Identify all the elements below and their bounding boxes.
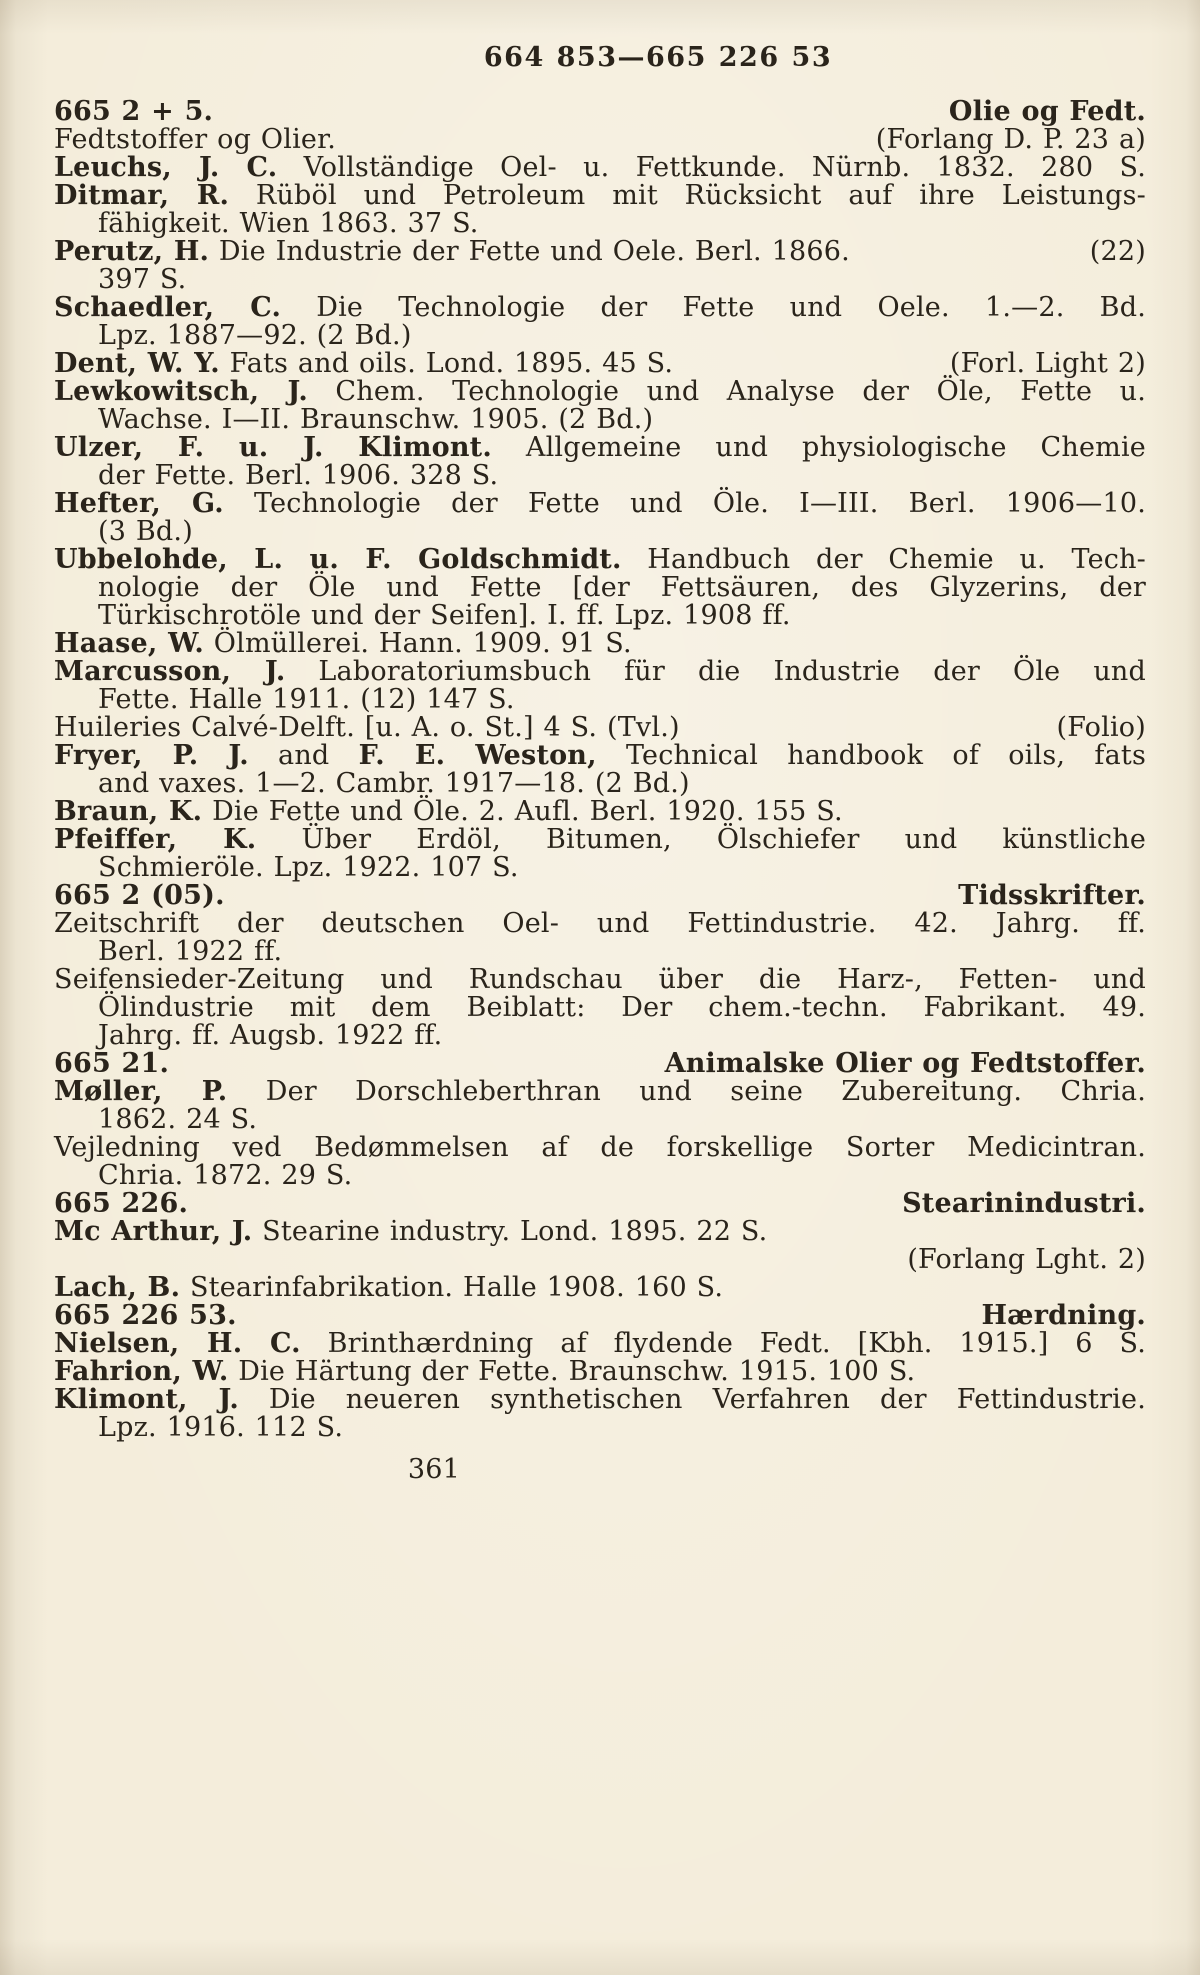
entry-text: [54, 656, 1146, 687]
author-or-code: Klimont, J.: [54, 1384, 239, 1415]
entry-line: [54, 490, 1146, 518]
entry-text-segment: Lpz. 1916. 112 S.: [98, 1412, 344, 1443]
entry-line: [54, 714, 1146, 742]
section-title: Tidsskrifter.: [958, 880, 1146, 911]
section-title: Stearinindustri.: [902, 1188, 1146, 1219]
author-or-code: F. E. Weston,: [358, 740, 597, 771]
entry-text: [98, 938, 282, 966]
entry-text: [54, 882, 225, 910]
entry-text: [54, 630, 632, 658]
author-or-code: Lach, B.: [54, 1272, 181, 1303]
entry-text-segment: Stearinfabrikation. Halle 1908. 160 S.: [180, 1272, 724, 1303]
entry-text-segment: Wachse. I—II. Braunschw. 1905. (2 Bd.): [98, 404, 654, 435]
entry-text: [98, 406, 653, 434]
page-number: 361: [407, 1454, 461, 1485]
section-title: Hærdning.: [981, 1300, 1146, 1331]
entry-text: [54, 376, 1146, 407]
entry-text: [54, 180, 1146, 211]
entry-line: [54, 1358, 1146, 1386]
entry-text-segment: Ölindustrie mit dem Beiblatt: Der chem.-techn. Fabrikant. 49.: [98, 992, 1146, 1023]
entry-text: [54, 1384, 1146, 1415]
entry-text: [54, 350, 673, 378]
author-or-code: Ulzer, F. u. J. Klimont.: [54, 432, 492, 463]
entry-line: [54, 1078, 1146, 1106]
entry-line: [54, 1386, 1146, 1414]
entry-line: [54, 1330, 1146, 1358]
entry-line: [54, 966, 1146, 994]
entry-text: [54, 152, 1146, 183]
entry-line: [54, 1218, 1146, 1246]
entry-text-segment: Türkischrotöle und der Seifen]. I. ff. Lpz. 1908 ff.: [98, 600, 791, 631]
section-title: Olie og Fedt.: [948, 96, 1146, 127]
right-aligned-note: (Forlang D. P. 23 a): [875, 124, 1146, 155]
author-or-code: Haase, W.: [54, 628, 204, 659]
author-or-code: Braun, K.: [54, 796, 203, 827]
entry-line: [54, 630, 1146, 658]
continuation-line: [54, 1162, 1146, 1190]
entry-text-segment: Zeitschrift der deutschen Oel- und Fettindustrie. 42. Jahrg. ff.: [54, 908, 1146, 939]
entry-text-segment: Fedtstoffer og Olier.: [54, 124, 337, 155]
continuation-line: [54, 462, 1146, 490]
entry-text: [98, 1414, 343, 1442]
entry-text-segment: Fette. Halle 1911. (12) 147 S.: [98, 684, 515, 715]
author-or-code: Pfeiffer, K.: [54, 824, 257, 855]
entry-text-segment: Chem. Technologie und Analyse der Öle, Fette u.: [307, 376, 1146, 407]
entry-line: [54, 826, 1146, 854]
author-or-code: Leuchs, J. C.: [54, 152, 278, 183]
entry-text: [54, 798, 843, 826]
continuation-line: [54, 574, 1146, 602]
section-heading-line: [54, 98, 1146, 126]
entry-text-segment: Die neueren synthetischen Verfahren der Fettindustrie.: [238, 1384, 1146, 1415]
entry-text: [98, 602, 791, 630]
entry-text-segment: Technologie der Fette und Öle. I—III. Berl. 1906—10.: [223, 488, 1146, 519]
entry-line: [54, 238, 1146, 266]
author-or-code: Nielsen, H. C.: [54, 1328, 301, 1359]
author-or-code: Lewkowitsch, J.: [54, 376, 308, 407]
entry-text: [98, 770, 690, 798]
continuation-line: [54, 1414, 1146, 1442]
entry-text-segment: Vejledning ved Bedømmelsen af de forskellige Sorter Medicintran.: [54, 1132, 1146, 1163]
continuation-line: [54, 518, 1146, 546]
entry-text: [54, 488, 1146, 519]
entry-text: [98, 1106, 257, 1134]
entry-text-segment: 1862. 24 S.: [98, 1104, 258, 1135]
entry-text-segment: Seifensieder-Zeitung und Rundschau über die Harz-, Fetten- und: [54, 964, 1146, 995]
entry-text: [54, 126, 336, 154]
author-or-code: 665 226.: [54, 1188, 189, 1219]
entry-text-segment: and vaxes. 1—2. Cambr. 1917—18. (2 Bd.): [98, 768, 690, 799]
section-heading-line: [54, 1050, 1146, 1078]
continuation-line: [54, 770, 1146, 798]
entry-line: [54, 182, 1146, 210]
section-heading-line: [54, 1302, 1146, 1330]
entry-text: [54, 714, 680, 742]
entry-text: [54, 740, 1146, 771]
author-or-code: Dent, W. Y.: [54, 348, 220, 379]
entry-text-segment: Die Technologie der Fette und Oele. 1.—2. Bd.: [281, 292, 1146, 323]
entry-text: [98, 210, 479, 238]
author-or-code: Ditmar, R.: [54, 180, 230, 211]
entry-line: [54, 742, 1146, 770]
entry-text: [98, 322, 412, 350]
continuation-line: [54, 1106, 1146, 1134]
entry-text: [54, 1050, 169, 1078]
entry-text: [98, 266, 186, 294]
continuation-line: [54, 210, 1146, 238]
entry-text: [98, 686, 515, 714]
continuation-line: [54, 602, 1146, 630]
continuation-line: [54, 1022, 1146, 1050]
entry-text: [54, 1358, 915, 1386]
entry-text: [98, 1022, 442, 1050]
entry-text-segment: Fats and oils. Lond. 1895. 45 S.: [219, 348, 674, 379]
entry-text: [54, 1190, 188, 1218]
entry-text: [54, 292, 1146, 323]
entry-text-segment: Schmieröle. Lpz. 1922. 107 S.: [98, 852, 519, 883]
entry-text: [54, 1302, 237, 1330]
entry-text: [98, 1162, 352, 1190]
author-or-code: Schaedler, C.: [54, 292, 282, 323]
entry-line: [54, 546, 1146, 574]
entry-text: [54, 544, 1146, 575]
entry-text: [54, 1076, 1146, 1107]
entry-text-segment: Die Fette und Öle. 2. Aufl. Berl. 1920. 155 S.: [202, 796, 843, 827]
page-header: [54, 44, 1146, 72]
entry-text-segment: Über Erdöl, Bitumen, Ölschiefer und künstliche: [256, 824, 1146, 855]
entry-text-segment: der Fette. Berl. 1906. 328 S.: [98, 460, 499, 491]
section-heading-line: [54, 882, 1146, 910]
author-or-code: Fahrion, W.: [54, 1356, 229, 1387]
continuation-line: [54, 938, 1146, 966]
continuation-line: [54, 266, 1146, 294]
right-aligned-note: (Forl. Light 2): [949, 348, 1146, 379]
entry-line: [54, 1134, 1146, 1162]
section-title: Animalske Olier og Fedtstoffer.: [664, 1048, 1146, 1079]
entry-line: [54, 910, 1146, 938]
author-or-code: 665 21.: [54, 1048, 170, 1079]
continuation-line: [54, 854, 1146, 882]
entry-text: [54, 964, 1146, 995]
continuation-line: [54, 994, 1146, 1022]
entry-line: [54, 434, 1146, 462]
entry-text-segment: Die Härtung der Fette. Braunschw. 1915. 100 S.: [228, 1356, 916, 1387]
entry-text-segment: 397 S.: [98, 264, 187, 295]
entry-line: [54, 1274, 1146, 1302]
right-aligned-note: (Folio): [1056, 712, 1146, 743]
entry-text-segment: Ölmüllerei. Hann. 1909. 91 S.: [204, 628, 632, 659]
entry-text-segment: nologie der Öle und Fette [der Fettsäuren, des Glyzerins, der: [98, 572, 1146, 603]
entry-line: [54, 1246, 1146, 1274]
entry-text-segment: fähigkeit. Wien 1863. 37 S.: [98, 208, 479, 239]
author-or-code: Ubbelohde, L. u. F. Goldschmidt.: [54, 544, 622, 575]
entry-text: [54, 1274, 723, 1302]
entry-text-segment: Jahrg. ff. Augsb. 1922 ff.: [98, 1020, 443, 1051]
entry-line: [54, 378, 1146, 406]
entry-text-segment: Technical handbook of oils, fats: [596, 740, 1146, 771]
entry-text-segment: Lpz. 1887—92. (2 Bd.): [98, 320, 412, 351]
entry-text-segment: Huileries Calvé-Delft. [u. A. o. St.] 4 S. (Tvl.): [54, 712, 680, 743]
section-heading-line: [54, 1190, 1146, 1218]
entry-text: [54, 238, 850, 266]
entry-line: [54, 154, 1146, 182]
entry-text: [54, 908, 1146, 939]
entry-text-segment: Laboratoriumsbuch für die Industrie der Öle und: [285, 656, 1146, 687]
author-or-code: Hefter, G.: [54, 488, 224, 519]
continuation-line: [54, 406, 1146, 434]
page-header-range: 664 853—665 226 53: [483, 42, 833, 73]
entry-text: [98, 518, 193, 546]
entry-text-segment: (3 Bd.): [98, 516, 193, 547]
author-or-code: Mc Arthur, J.: [54, 1216, 253, 1247]
entry-line: [54, 350, 1146, 378]
author-or-code: Fryer, P. J.: [54, 740, 249, 771]
entry-text-segment: Rüböl und Petroleum mit Rücksicht auf ihre Leistungs-: [229, 180, 1146, 211]
entry-text: [98, 854, 519, 882]
entry-line: [54, 798, 1146, 826]
entry-text: [98, 462, 498, 490]
entry-text-segment: Die Industrie der Fette und Oele. Berl. 1866.: [209, 236, 850, 267]
entry-text: [98, 572, 1146, 603]
page-footer: [54, 1456, 1146, 1484]
right-aligned-note: (22): [1089, 236, 1146, 267]
entry-text: [54, 824, 1146, 855]
entry-line: [54, 658, 1146, 686]
entry-text-segment: Berl. 1922 ff.: [98, 936, 283, 967]
bibliography-text: [54, 98, 1146, 1442]
entry-text-segment: Der Dorschleberthran und seine Zubereitung. Chria.: [227, 1076, 1146, 1107]
author-or-code: Perutz, H.: [54, 236, 210, 267]
entry-text: [54, 432, 1146, 463]
entry-text-segment: Brinthærdning af flydende Fedt. [Kbh. 1915.] 6 S.: [300, 1328, 1146, 1359]
right-aligned-note: (Forlang Lght. 2): [907, 1244, 1146, 1275]
entry-text-segment: Stearine industry. Lond. 1895. 22 S.: [252, 1216, 768, 1247]
entry-text: [54, 1328, 1146, 1359]
author-or-code: 665 226 53.: [54, 1300, 237, 1331]
entry-text: [54, 98, 213, 126]
entry-text-segment: and: [248, 740, 359, 771]
entry-line: [54, 126, 1146, 154]
entry-text-segment: Chria. 1872. 29 S.: [98, 1160, 353, 1191]
entry-line: [54, 294, 1146, 322]
entry-text: [54, 1132, 1146, 1163]
author-or-code: 665 2 + 5.: [54, 96, 214, 127]
entry-text-segment: Allgemeine und physiologische Chemie: [491, 432, 1146, 463]
continuation-line: [54, 322, 1146, 350]
entry-text: [54, 1218, 767, 1246]
entry-text: [98, 992, 1146, 1023]
entry-text-segment: Handbuch der Chemie u. Tech-: [621, 544, 1147, 575]
entry-text-segment: Vollständige Oel- u. Fettkunde. Nürnb. 1832. 280 S.: [277, 152, 1146, 183]
author-or-code: Marcusson, J.: [54, 656, 286, 687]
continuation-line: [54, 686, 1146, 714]
author-or-code: Møller, P.: [54, 1076, 228, 1107]
author-or-code: 665 2 (05).: [54, 880, 225, 911]
